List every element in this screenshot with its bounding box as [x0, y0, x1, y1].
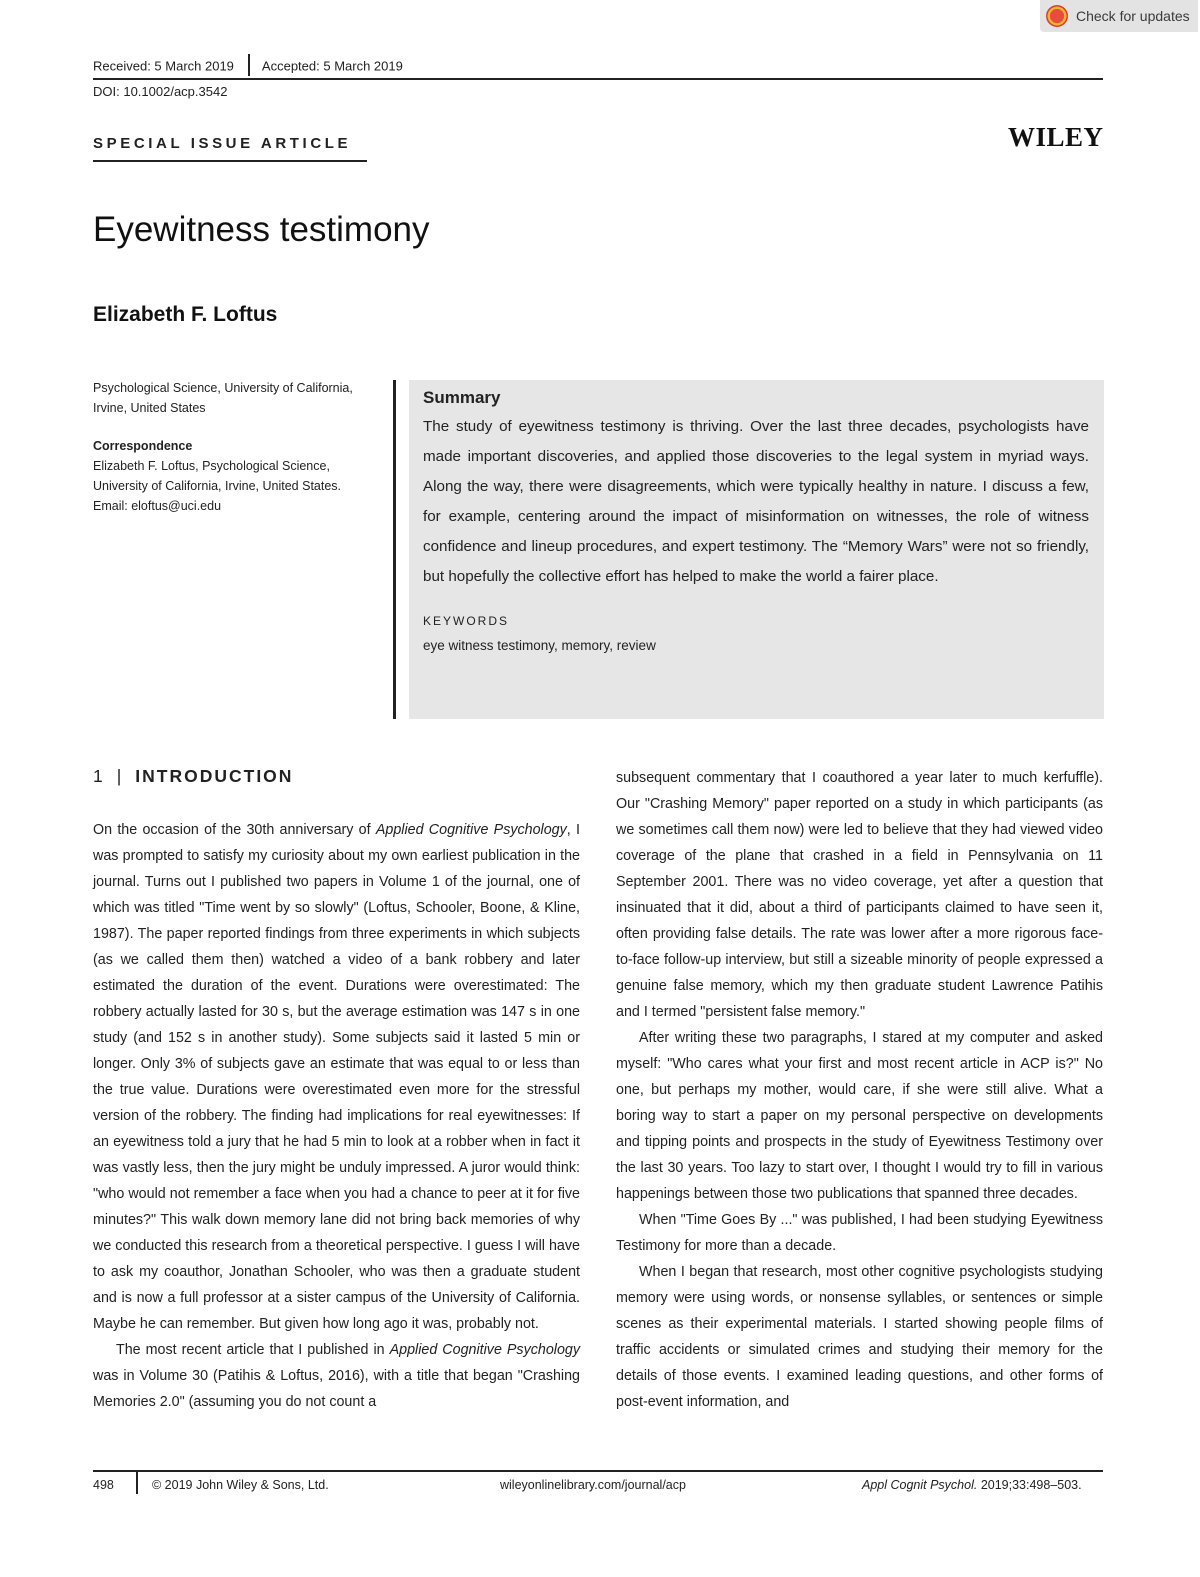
header-rule — [93, 78, 1103, 80]
footer-divider — [136, 1472, 138, 1494]
citation — [862, 1478, 1082, 1492]
paragraph: When "Time Goes By ..." was published, I had been studying Eyewitness Testimony for more than a decade. — [616, 1212, 1103, 1254]
article-type-underline — [93, 160, 367, 162]
page-number: 498 — [93, 1478, 114, 1492]
right-column — [616, 765, 1103, 1415]
dates-line — [93, 56, 403, 78]
paragraph: When I began that research, most other cognitive psychologists studying memory were using words, or nonsense syllables, or sentences or simple scenes as their experimental materials. I started showing people films of traffic accidents or simulated crimes and studying their memory for the details of those events. I examined leading questions, and other forms of post-event information, and — [616, 1264, 1103, 1410]
text-run: The most recent article that I published in — [116, 1342, 390, 1358]
paragraph — [93, 817, 580, 1337]
journal-url[interactable]: wileyonlinelibrary.com/journal/acp — [500, 1478, 686, 1492]
paragraph: subsequent commentary that I coauthored a year later to much kerfuffle). Our "Crashing Memory" paper reported on a study in which participants (as we sometimes call them now) were led to believe that they had viewed video coverage of the plane that crashed in a field in Pennsylvania on 11 September 2001. There was no video coverage, yet after a question that insinuated that it did, about a third of participants claimed to have seen it, often providing false details. The rate was lower after a more rigorous face-to-face follow-up interview, but still a sizeable minority of people expressed a genuine false memory, which my then graduate student Lawrence Patihis and I termed "persistent false memory." — [616, 770, 1103, 1020]
author-name: Elizabeth F. Loftus — [93, 303, 278, 326]
section-heading — [93, 766, 293, 787]
check-for-updates-button[interactable] — [1040, 0, 1198, 32]
correspondence-email[interactable]: Email: eloftus@uci.edu — [93, 499, 222, 513]
paragraph: After writing these two paragraphs, I stared at my computer and asked myself: "Who cares what your first and most recent article in ACP is?" No one, but perhaps my mother, would care, if she were still alive. What a boring way to start a paper on my personal perspective on developments and tipping points and prospects in the study of Eyewitness Testimony over the last 30 years. Too lazy to start over, I thought I would try to fill in various happenings between those two publications that spanned three decades. — [616, 1030, 1103, 1202]
section-divider: | — [116, 766, 122, 786]
date-divider — [248, 54, 250, 76]
crossmark-icon — [1046, 5, 1068, 27]
citation-journal: Appl Cognit Psychol. — [862, 1478, 978, 1492]
journal-name: Applied Cognitive Psychology — [375, 822, 567, 838]
keywords-list: eye witness testimony, memory, review — [423, 638, 656, 653]
text-run: was in Volume 30 (Patihis & Loftus, 2016), with a title that began "Crashing Memories 2.0" (assuming you do not count a — [93, 1368, 580, 1410]
summary-text: The study of eyewitness testimony is thriving. Over the last three decades, psychologists have made important discoveries, and applied those discoveries to the legal system in myriad ways. Along the way, there were disagreements, which were typically healthy in nature. I discuss a few, for example, centering around the impact of misinformation on witnesses, the role of witness confidence and lineup procedures, and expert testimony. The “Memory Wars” were not so friendly, but hopefully the collective effort has helped to make the world a fairer place. — [423, 418, 1089, 585]
affiliation-block — [93, 378, 388, 516]
keywords-heading: KEYWORDS — [423, 614, 510, 628]
accepted-date: Accepted: 5 March 2019 — [261, 58, 403, 74]
check-for-updates-label: Check for updates — [1076, 8, 1190, 24]
doi: DOI: 10.1002/acp.3542 — [93, 84, 228, 99]
footer-rule — [93, 1470, 1103, 1472]
citation-details: 2019;33:498–503. — [977, 1478, 1082, 1492]
correspondence-line: Elizabeth F. Loftus, Psychological Science, — [93, 459, 330, 473]
article-type: SPECIAL ISSUE ARTICLE — [93, 135, 352, 152]
journal-name: Applied Cognitive Psychology — [389, 1342, 581, 1358]
left-column — [93, 817, 580, 1415]
article-title: Eyewitness testimony — [93, 210, 430, 249]
text-run: , I was prompted to satisfy my curiosity about my own earliest publication in the journal. Turns out I published two papers in Volume 1 of the journal, one of which was titled "Time went by so slowly" (Loftus, Schooler, Boone, & Kline, 1987). The paper reported findings from three experiments in which subjects (as we called them then) watched a video of a bank robbery and later estimated the duration of the event. Durations were overestimated: The robbery actually lasted for 30 s, but the average estimation was 147 s in one study (and 152 s in another study). Some subjects said it lasted 5 min or longer. Only 3% of subjects gave an estimate that was equal to or less than the true value. Durations were overestimated even more for the stressful version of the robbery. The finding had implications for real eyewitnesses: If an eyewitness told a jury that he had 5 min to look at a robber when in fact it was vastly less, then the jury might be unduly impressed. A juror would think: "who would not remember a face when you had a chance to peer at it for five minutes?" This walk down memory lane did not bring back memories of why we conducted this research from a theoretical perspective. I guess I will have to ask my coauthor, Jonathan Schooler, who was then a graduate student and is now a full professor at a sister campus of the University of California. Maybe he can remember. But given how long ago it was, probably not. — [93, 822, 580, 1332]
affiliation-divider — [393, 380, 396, 719]
correspondence-line: University of California, Irvine, United States. — [93, 479, 342, 493]
paragraph — [93, 1337, 580, 1415]
summary-box — [409, 380, 1104, 719]
summary-heading: Summary — [423, 388, 501, 407]
correspondence-heading: Correspondence — [93, 439, 193, 453]
text-run: On the occasion of the 30th anniversary of — [93, 822, 376, 838]
publisher-logo: WILEY — [1008, 122, 1104, 152]
section-title: INTRODUCTION — [135, 766, 294, 786]
affiliation-line: Psychological Science, University of California, — [93, 381, 353, 395]
affiliation-line: Irvine, United States — [93, 401, 206, 415]
copyright: © 2019 John Wiley & Sons, Ltd. — [152, 1478, 329, 1492]
received-date: Received: 5 March 2019 — [93, 58, 234, 74]
section-number: 1 — [93, 766, 103, 786]
